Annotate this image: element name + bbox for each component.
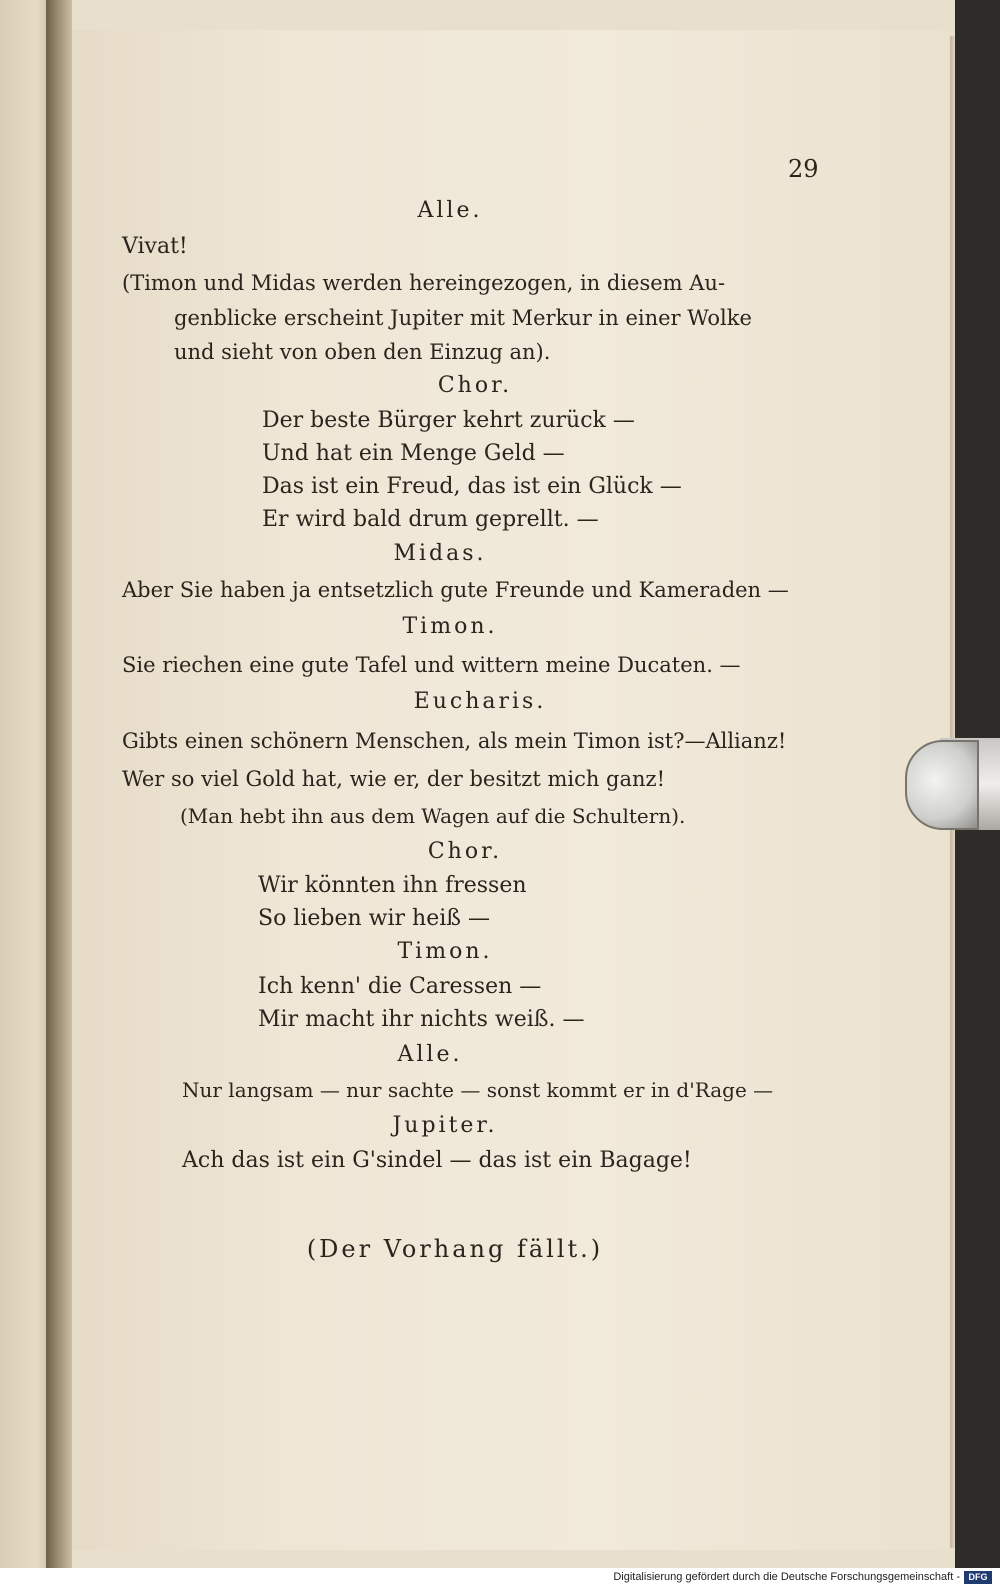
- speaker-heading: Midas.: [393, 541, 487, 566]
- verse-line: Mir macht ihr nichts weiß. —: [258, 1007, 585, 1032]
- page-clip: [905, 740, 979, 830]
- speaker-heading: Jupiter.: [392, 1113, 498, 1138]
- stage-direction: (Man hebt ihn aus dem Wagen auf die Schultern).: [180, 804, 686, 828]
- speaker-heading: Chor.: [427, 839, 503, 864]
- closing-stage-direction: (Der Vorhang fällt.): [306, 1235, 604, 1263]
- stage-direction: (Timon und Midas werden hereingezogen, in diesem Au-: [122, 271, 726, 295]
- verse-line: Und hat ein Menge Geld —: [262, 441, 565, 466]
- dialogue-line: Gibts einen schönern Menschen, als mein Timon ist?—Allianz!: [122, 729, 787, 753]
- verse-line: So lieben wir heiß —: [258, 906, 490, 931]
- verse-line: Nur langsam — nur sachte — sonst kommt er in d'Rage —: [182, 1078, 774, 1102]
- book-gutter: [46, 0, 72, 1568]
- speaker-heading: Chor.: [437, 373, 513, 398]
- verse-line: Der beste Bürger kehrt zurück —: [262, 408, 635, 433]
- speaker-heading: Alle.: [397, 1042, 463, 1067]
- speaker-heading: Timon.: [402, 614, 498, 639]
- dialogue-line: Sie riechen eine gute Tafel und wittern meine Ducaten. —: [122, 653, 741, 677]
- stage-direction: genblicke erscheint Jupiter mit Merkur in einer Wolke: [174, 306, 752, 330]
- page-number: 29: [788, 155, 819, 183]
- dialogue-line: Vivat!: [122, 234, 188, 259]
- dialogue-line: Aber Sie haben ja entsetzlich gute Freunde und Kameraden —: [122, 578, 789, 602]
- speaker-heading: Eucharis.: [413, 689, 547, 714]
- dfg-logo: DFG: [964, 1571, 992, 1584]
- digitization-footer: [0, 1568, 1000, 1588]
- speaker-heading: Alle.: [417, 198, 483, 223]
- verse-line: Er wird bald drum geprellt. —: [262, 507, 599, 532]
- verse-line: Ich kenn' die Caressen —: [258, 974, 542, 999]
- verse-line: Wir könnten ihn fressen: [258, 873, 527, 898]
- stage-direction: und sieht von oben den Einzug an).: [174, 340, 551, 364]
- verse-line: Das ist ein Freud, das ist ein Glück —: [262, 474, 682, 499]
- funding-note: Digitalisierung gefördert durch die Deutsche Forschungsgemeinschaft -: [613, 1571, 960, 1583]
- speaker-heading: Timon.: [397, 939, 493, 964]
- dialogue-line: Wer so viel Gold hat, wie er, der besitzt mich ganz!: [122, 767, 666, 791]
- verse-line: Ach das ist ein G'sindel — das ist ein Bagage!: [182, 1148, 692, 1173]
- facing-page-edge: [0, 0, 52, 1568]
